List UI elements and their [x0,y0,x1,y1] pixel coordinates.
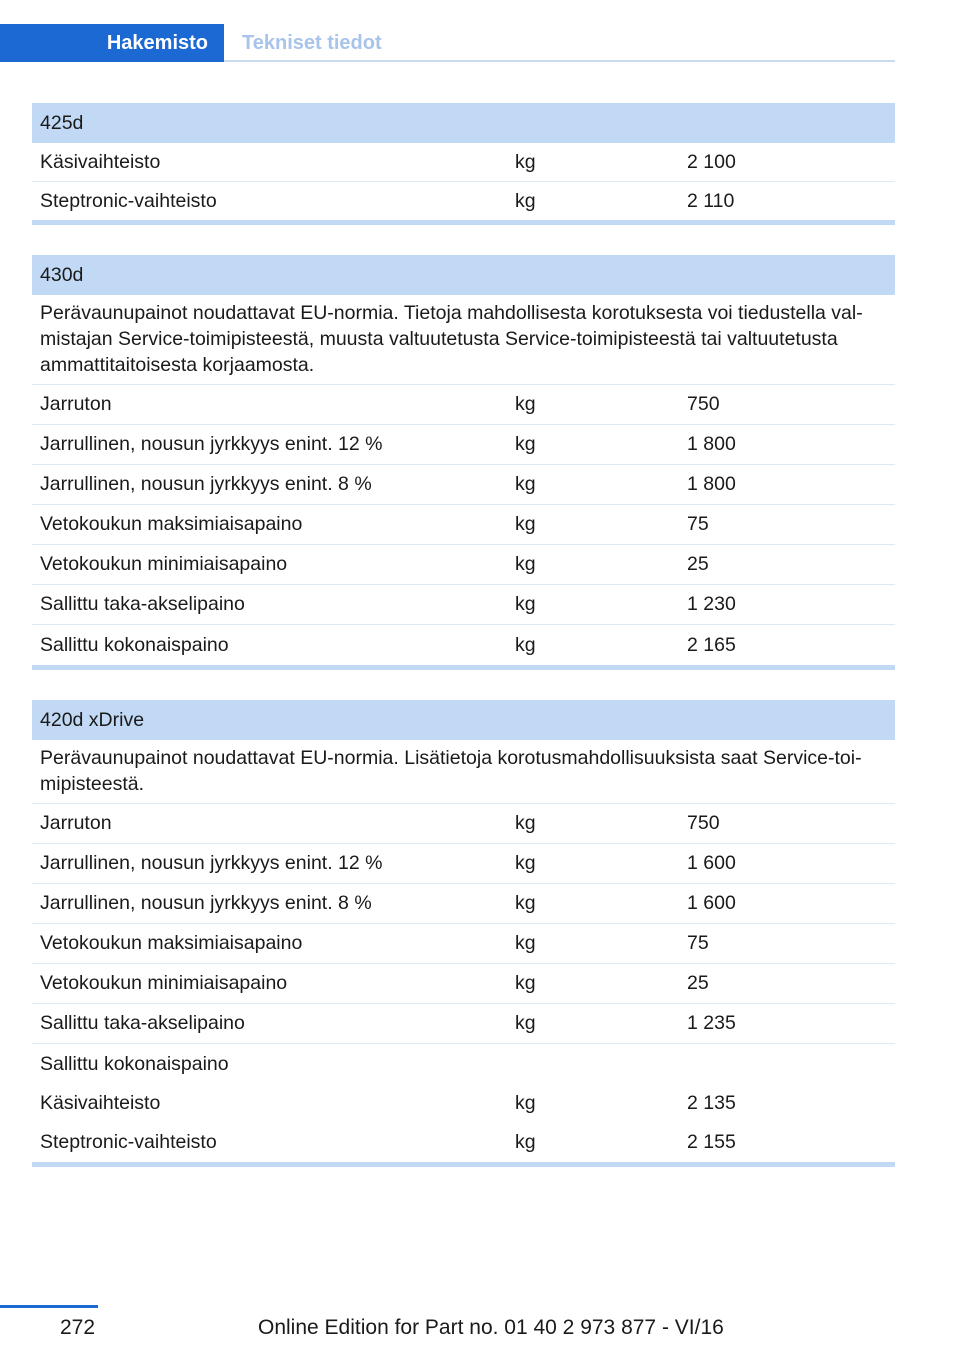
row-unit: kg [515,1091,536,1114]
row-label: Sallittu taka-akselipaino [40,593,245,615]
row-label: Vetokoukun minimiaisapaino [40,553,288,575]
row-value: 1 800 [687,433,736,455]
row-value: 1 600 [687,892,736,914]
row-unit: kg [515,1130,536,1153]
row-unit: kg [515,852,536,874]
row-label: Vetokoukun minimiaisapaino [40,972,288,994]
row-unit: kg [515,433,536,455]
row-unit: kg [515,189,536,212]
row-value: 2 100 [687,150,736,173]
tab-tekniset-tiedot-label: Tekniset tiedot [242,31,382,54]
table-row [32,625,895,665]
row-label: Käsivaihteisto [40,150,161,173]
table-end-bar [32,665,895,670]
row-value: 1 800 [687,473,736,495]
table-row [32,1122,895,1162]
table-note: Perävaunupainot noudattavat EU-normia. Tietoja mahdollisesta korotuksesta voi tiedustella val-mistajan Service-toimipisteestä, muusta valtuutetusta Service-toimipisteestä tai valtuutetusta ammattitaitoisesta korjaamosta. [32,295,895,385]
row-value: 2 165 [687,633,736,656]
row-value: 25 [687,553,709,575]
table-group-label-row [32,1044,895,1084]
row-value: 1 230 [687,593,736,615]
table-row [32,1004,895,1044]
row-unit: kg [515,812,536,834]
row-label: Jarruton [40,393,112,415]
table-row [32,465,895,505]
row-label: Steptronic-vaihteisto [40,1130,217,1153]
table-title: 425d [32,103,895,143]
row-value: 75 [687,513,709,535]
row-label: Vetokoukun maksimiaisapaino [40,513,303,535]
row-label: Steptronic-vaihteisto [40,189,217,212]
row-label: Käsivaihteisto [40,1091,161,1114]
table-row [32,1084,895,1122]
row-unit: kg [515,892,536,914]
table-row [32,182,895,220]
edition-text: Online Edition for Part no. 01 40 2 973 877 - VI/16 [258,1316,724,1339]
table-row [32,505,895,545]
row-value: 2 155 [687,1130,736,1153]
table-end-bar [32,220,895,225]
row-unit: kg [515,473,536,495]
table-row [32,964,895,1004]
row-label: Jarrullinen, nousun jyrkkyys enint. 12 % [40,852,383,874]
table-row [32,844,895,884]
row-label: Sallittu taka-akselipaino [40,1012,245,1034]
table-row [32,425,895,465]
row-unit: kg [515,633,536,656]
row-value: 1 600 [687,852,736,874]
row-value: 25 [687,972,709,994]
row-unit: kg [515,593,536,615]
table-430d [32,255,895,670]
row-label: Vetokoukun maksimiaisapaino [40,932,303,954]
tab-hakemisto[interactable] [0,24,224,62]
table-row [32,585,895,625]
header-bar [0,24,895,62]
table-note: Perävaunupainot noudattavat EU-normia. Lisätietoja korotusmahdollisuuksista saat Service-toi-mipisteestä. [32,740,895,804]
row-label: Sallittu kokonaispaino [40,1052,229,1075]
row-label: Jarrullinen, nousun jyrkkyys enint. 8 % [40,892,372,914]
table-end-bar [32,1162,895,1167]
table-420d-xdrive [32,700,895,1167]
row-unit: kg [515,150,536,173]
header-divider [224,60,895,62]
tab-hakemisto-label: Hakemisto [106,31,208,54]
row-label: Jarrullinen, nousun jyrkkyys enint. 12 % [40,433,383,455]
row-value: 750 [687,812,720,834]
row-value: 2 135 [687,1091,736,1114]
table-title: 420d xDrive [32,700,895,740]
footer-accent-line [0,1305,98,1308]
table-425d [32,103,895,225]
tab-tekniset-tiedot[interactable] [242,24,382,62]
page-number: 272 [60,1316,96,1339]
row-label: Jarrullinen, nousun jyrkkyys enint. 8 % [40,473,372,495]
row-value: 750 [687,393,720,415]
row-value: 2 110 [687,189,735,212]
row-unit: kg [515,1012,536,1034]
table-row [32,545,895,585]
row-label: Sallittu kokonaispaino [40,633,229,656]
row-value: 75 [687,932,709,954]
table-title: 430d [32,255,895,295]
table-row [32,804,895,844]
table-row [32,884,895,924]
table-row [32,143,895,182]
row-value: 1 235 [687,1012,736,1034]
table-row [32,385,895,425]
row-unit: kg [515,513,536,535]
row-unit: kg [515,553,536,575]
row-unit: kg [515,972,536,994]
row-unit: kg [515,393,536,415]
row-label: Jarruton [40,812,112,834]
table-row [32,924,895,964]
row-unit: kg [515,932,536,954]
